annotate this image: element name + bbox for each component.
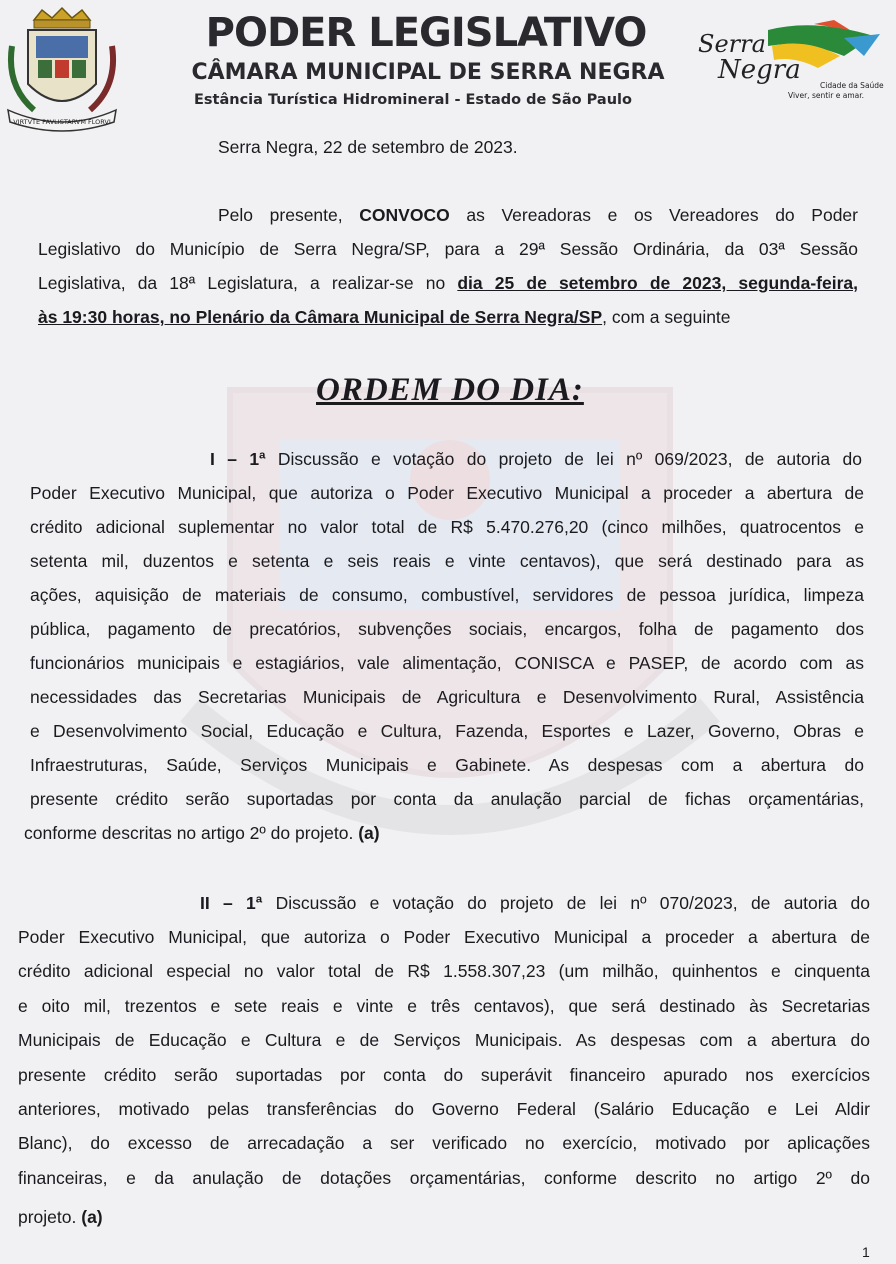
session-date: dia 25 de setembro de 2023, segunda-feira, (457, 273, 858, 293)
item1-mark: (a) (358, 823, 380, 843)
intro-line-1 (218, 204, 858, 226)
intro-text: Pelo presente, (218, 205, 343, 225)
header-subtitle: CÂMARA MUNICIPAL DE SERRA NEGRA (191, 60, 665, 85)
intro-text: as Vereadoras e os Vereadores do Poder (466, 205, 858, 225)
paragraph-line: Poder Executivo Municipal, que autoriza o Poder Executivo Municipal a proceder a abertura de (18, 927, 870, 947)
paragraph-line: funcionários municipais e estagiários, vale alimentação, CONISCA e PASEP, de acordo com as (30, 653, 864, 673)
paragraph-line: financeiras, e da anulação de dotações orçamentárias, conforme descrito no artigo 2º do (18, 1167, 870, 1188)
municipal-crest-icon (4, 6, 134, 136)
convoco-keyword: CONVOCO (359, 205, 450, 225)
item2-numeral: II – 1ª (200, 893, 263, 913)
paragraph-line: Poder Executivo Municipal, que autoriza o Poder Executivo Municipal a proceder a abertura de (30, 483, 864, 503)
item1-text: Discussão e votação do projeto de lei nº 069/2023, de autoria do (277, 449, 862, 469)
paragraph-line: setenta mil, duzentos e setenta e seis reais e vinte centavos), que será destinado para as (30, 551, 864, 571)
header-title: PODER LEGISLATIVO (205, 10, 647, 56)
intro-text: , com a seguinte (602, 307, 731, 327)
paragraph-line: Municipais de Educação e Cultura e de Serviços Municipais. As despesas com a abertura do (18, 1030, 870, 1051)
paragraph-line: Infraestruturas, Saúde, Serviços Municipais e Gabinete. As despesas com a abertura do (30, 755, 864, 775)
item1-last-line (24, 822, 380, 844)
date-line: Serra Negra, 22 de setembro de 2023. (218, 137, 518, 157)
crest-motto: VIRTVTE PAVLISTARVM FLORVI (13, 118, 111, 126)
intro-line-3 (38, 272, 858, 294)
item1-numeral: I – 1ª (210, 449, 266, 469)
paragraph-line: pública, pagamento de precatórios, subvenções sociais, encargos, folha de pagamento dos (30, 619, 864, 639)
serra-negra-brand-logo (694, 16, 884, 106)
paragraph-line: ações, aquisição de materiais de consumo, combustível, servidores de pessoa jurídica, limpeza (30, 585, 864, 605)
item1-text: conforme descritas no artigo 2º do projeto. (24, 823, 354, 843)
ordem-do-dia-heading: ORDEM DO DIA: (316, 372, 584, 408)
item2-mark: (a) (81, 1207, 103, 1227)
session-time-place: às 19:30 horas, no Plenário da Câmara Municipal de Serra Negra/SP (38, 307, 603, 327)
brand-logo-word-1: Serra (698, 30, 766, 58)
paragraph-line: presente crédito serão suportadas por conta do superávit financeiro apurado nos exercícios (18, 1064, 870, 1085)
paragraph-line: necessidades das Secretarias Municipais de Agricultura e Desenvolvimento Rural, Assistência (30, 687, 864, 707)
item2-text: Discussão e votação do projeto de lei nº 070/2023, de autoria do (275, 893, 870, 913)
header-tagline: Estância Turística Hidromineral - Estado de São Paulo (194, 92, 632, 108)
page-number: 1 (862, 1244, 870, 1260)
item1-first-line (210, 448, 862, 470)
paragraph-line: presente crédito serão suportadas por conta da anulação parcial de fichas orçamentárias, (30, 789, 864, 809)
intro-text: Legislativa, da 18ª Legislatura, a realizar-se no (38, 273, 446, 293)
paragraph-line: e Desenvolvimento Social, Educação e Cultura, Fazenda, Esportes e Lazer, Governo, Obras e (30, 721, 864, 741)
intro-line-4 (38, 306, 731, 328)
paragraph-line: Blanc), do excesso de arrecadação a ser verificado no exercício, motivado por aplicações (18, 1133, 870, 1154)
paragraph-line: crédito adicional especial no valor total de R$ 1.558.307,23 (um milhão, quinhentos e cinquenta (18, 961, 870, 982)
intro-line-2: Legislativo do Município de Serra Negra/SP, para a 29ª Sessão Ordinária, da 03ª Sessão (38, 239, 858, 259)
item2-last-line (18, 1206, 103, 1228)
item2-first-line (200, 892, 870, 914)
brand-slogan-1: Cidade da Saúde (820, 81, 884, 90)
paragraph-line: crédito adicional suplementar no valor total de R$ 5.470.276,20 (cinco milhões, quatrocentos e (30, 517, 864, 537)
paragraph-line: anteriores, motivado pelas transferências do Governo Federal (Salário Educação e Lei Aldir (18, 1099, 870, 1119)
paragraph-line: e oito mil, trezentos e sete reais e vinte e três centavos), que será destinado às Secretarias (18, 995, 870, 1016)
brand-slogan-2: Viver, sentir e amar. (788, 91, 864, 100)
brand-logo-word-2: Negra (718, 55, 801, 85)
item2-text: projeto. (18, 1207, 77, 1227)
